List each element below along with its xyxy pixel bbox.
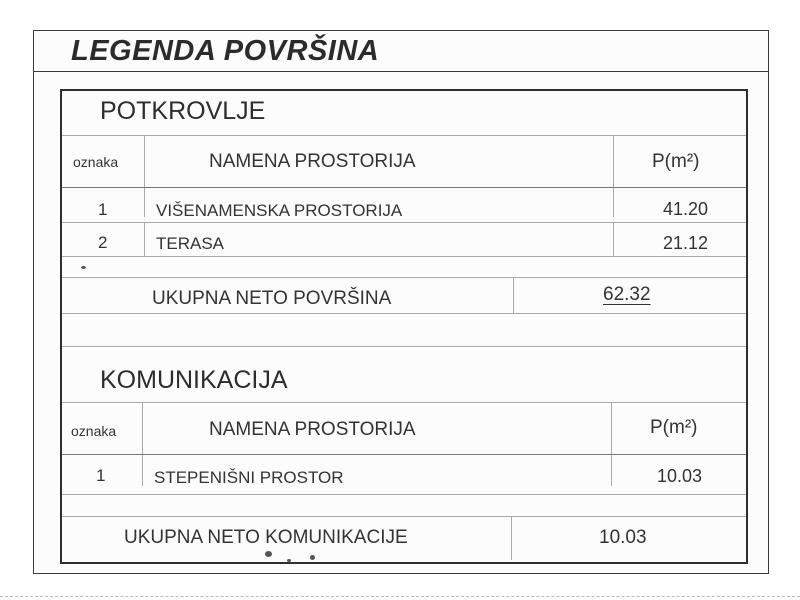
header-area: P(m²) <box>652 151 700 172</box>
table-row-area: 41.20 <box>662 199 708 219</box>
row-divider <box>62 256 746 257</box>
legend-table <box>60 89 748 564</box>
table-row-oznaka: 2 <box>98 233 108 252</box>
column-divider <box>613 135 614 217</box>
row-divider <box>62 222 746 223</box>
scan-speck <box>81 266 86 269</box>
header-divider <box>62 454 746 455</box>
total-label-povrsina: UKUPNA NETO POVRŠINA <box>152 288 392 309</box>
table-row-area: 10.03 <box>656 466 702 486</box>
table-row-namena: TERASA <box>156 234 225 253</box>
table-row-oznaka: 1 <box>98 200 108 219</box>
header-namena: NAMENA PROSTORIJA <box>209 419 416 440</box>
total-value-povrsina: 62.32 <box>603 284 651 305</box>
column-divider <box>144 135 145 217</box>
column-divider <box>511 516 512 560</box>
header-oznaka: oznaka <box>73 154 119 170</box>
column-divider <box>611 402 612 486</box>
scan-speck <box>287 559 291 562</box>
header-divider <box>62 187 746 188</box>
total-value-komunikacije: 10.03 <box>599 527 647 548</box>
page-edge <box>0 596 800 597</box>
section-gap-rule <box>62 346 746 347</box>
total-top-rule <box>62 516 746 517</box>
scan-speck <box>265 551 272 557</box>
title-divider <box>34 71 768 72</box>
header-oznaka: oznaka <box>71 423 117 439</box>
table-row-oznaka: 1 <box>96 466 106 485</box>
total-bottom-rule <box>62 313 746 314</box>
column-divider <box>142 402 143 486</box>
table-row-namena: VIŠENAMENSKA PROSTORIJA <box>156 201 403 220</box>
legend-title: LEGENDA POVRŠINA <box>71 35 380 67</box>
section-divider <box>62 402 746 403</box>
scan-speck <box>310 555 315 560</box>
total-top-rule <box>62 277 746 278</box>
table-row-namena: STEPENIŠNI PROSTOR <box>154 468 344 487</box>
table-row-area: 21.12 <box>662 233 708 253</box>
legend-sheet <box>33 30 769 574</box>
section-title-potkrovlje: POTKROVLJE <box>100 97 266 125</box>
section-divider <box>62 135 746 136</box>
header-namena: NAMENA PROSTORIJA <box>209 151 416 172</box>
column-divider <box>513 277 514 313</box>
header-area: P(m²) <box>650 417 698 438</box>
total-label-komunikacije: UKUPNA NETO KOMUNIKACIJE <box>124 527 408 548</box>
row-divider <box>62 494 746 495</box>
column-divider <box>613 222 614 256</box>
column-divider <box>144 222 145 256</box>
section-title-komunikacija: KOMUNIKACIJA <box>100 366 288 394</box>
